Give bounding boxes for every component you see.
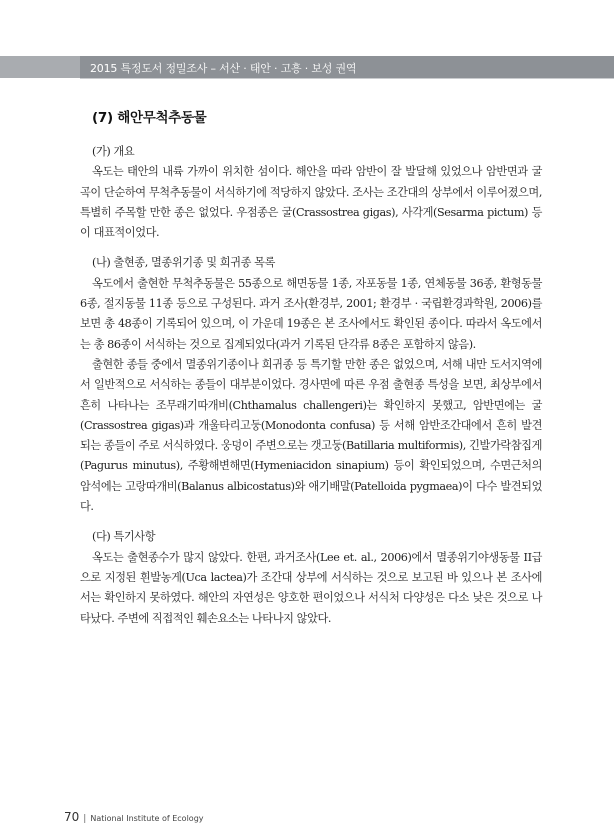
page-footer: [64, 806, 204, 825]
header-title: 2015 특정도서 정밀조사 – 서산 · 태안 · 고흥 · 보성 권역: [90, 62, 357, 75]
header-band: [0, 56, 614, 78]
paragraph-species-count: 옥도에서 출현한 무척추동물은 55종으로 해면동물 1종, 자포동물 1종, 연체동물 36종, 환형동물 6종, 절지동물 11종 등으로 구성된다. 과거 조사(환경부, 2001; 환경부 · 국립환경과학원, 2006)를 보면 총 48종이 기록되어 있으며, 이 가운데 19종은 본 조사에서도 확인된 종이다. 따라서 옥도에서는 총 86종이 서식하는 것으로 집계되었다(과거 기록된 단각류 8종은 포함하지 않음).: [80, 276, 542, 351]
paragraph-species-detail: 출현한 종들 중에서 멸종위기종이나 희귀종 등 특기할 만한 종은 없었으며, 서해 내만 도서지역에서 일반적으로 서식하는 종들이 대부분이었다. 경사면에 따른 우점 출현종 특성을 보면, 최상부에서 흔히 나타나는 조무래기따개비(Chthamalus challengeri)는 확인하지 못했고, 암반면에는 굴(Crassostrea gigas)과 개울타리고둥(Monodonta confusa) 등 서해 암반조간대에서 흔히 발견되는 종들이 주로 서식하였다. 웅덩이 주변으로는 갯고둥(Batillaria multiformis), 긴발가락참집게(Pagurus minutus), 주황해변해면(Hymeniacidon sinapium) 등이 확인되었으며, 수면근처의 암석에는 고랑따개비(Balanus albicostatus)와 애기배말(Patelloida pygmaea)이 다수 발견되었다.: [80, 357, 542, 514]
subheading-species-list: (나) 출현종, 멸종위기종 및 희귀종 목록: [92, 256, 275, 270]
subheading-notes: (다) 특기사항: [92, 530, 156, 544]
institute-name: National Institute of Ecology: [90, 814, 204, 823]
paragraph-notes: 옥도는 출현종수가 많지 않았다. 한편, 과거조사(Lee et. al., 2006)에서 멸종위기야생동물 II급으로 지정된 흰발농게(Uca lactea)가 조간대 상부에 서식하는 것으로 보고된 바 있으나 본 조사에서는 확인하지 못하였다. 해안의 자연성은 양호한 편이었으나 서식처 다양성은 다소 낮은 것으로 나타났다. 주변에 직접적인 훼손요소는 나타나지 않았다.: [80, 550, 542, 625]
subheading-overview: (가) 개요: [92, 145, 135, 158]
header-rule: [80, 78, 614, 79]
spacer: [80, 517, 542, 527]
page-number: 70: [64, 810, 80, 824]
spacer: [80, 243, 542, 253]
footer-separator: |: [83, 814, 87, 824]
section-title: (7) 해안무척추동물: [92, 110, 207, 126]
body-content: [80, 142, 542, 629]
paragraph-overview: 옥도는 태안의 내륙 가까이 위치한 섬이다. 해안을 따라 암반이 잘 발달해 있었으나 암반면과 굴곡이 단순하여 무척추동물이 서식하기에 적당하지 않았다. 조사는 조간대의 상부에서 이루어졌으며, 특별히 주목할 만한 종은 없었다. 우점종은 굴(Crassostrea gigas), 사각게(Sesarma pictum) 등이 대표적이었다.: [80, 165, 542, 240]
